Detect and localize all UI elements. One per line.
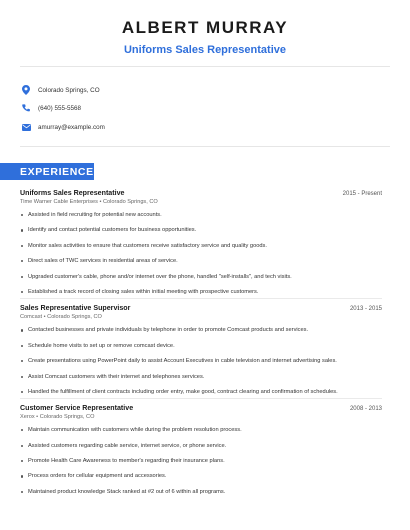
- candidate-title: Uniforms Sales Representative: [123, 44, 286, 56]
- job-company: Xerox: [20, 414, 35, 421]
- job-bullet: Upgraded customer's cable, phone and/or internet over the phone, handled "self-installs", and tech visits.: [20, 273, 382, 288]
- job-bullet: Assisted in field recruiting for potential new accounts.: [20, 211, 382, 226]
- job-bullet: Established a track record of closing sales within initial meeting with prospective customers.: [20, 288, 382, 303]
- job-entry: [20, 403, 382, 503]
- contact-location-text: Colorado Springs, CO: [38, 86, 100, 94]
- contact-location: [20, 81, 105, 99]
- job-entry: [20, 188, 382, 303]
- job-bullet: Contacted businesses and private individuals by telephone in order to promote Comcast products and services.: [20, 326, 382, 341]
- header-divider: [20, 66, 390, 67]
- job-bullet: Monitor sales activities to ensure that customers receive satisfactory service and quality goods.: [20, 242, 382, 257]
- contact-email-text: amurray@example.com: [38, 123, 105, 131]
- job-bullet: Maintain communication with customers while during the problem resolution process.: [20, 426, 382, 441]
- job-bullet: Assist Comcast customers with their internet and telephones services.: [20, 373, 382, 388]
- job-company-line: Xerox • Colorado Springs, CO: [20, 414, 95, 421]
- resume-header: [0, 0, 410, 57]
- experience-section-heading: [0, 163, 94, 180]
- location-pin-icon: [20, 84, 32, 96]
- job-bullet: Create presentations using PowerPoint daily to assist Account Executives in cable television and internet advertising sales.: [20, 357, 382, 372]
- contact-phone: [20, 100, 105, 118]
- job-location: Colorado Springs, CO: [103, 199, 158, 205]
- job-bullet: Identify and contact potential customers for business opportunities.: [20, 226, 382, 241]
- job-company: Comcast: [20, 314, 43, 321]
- job-dates: 2008 - 2013: [349, 406, 382, 413]
- job-bullet: Assisted customers regarding cable service, internet service, or phone service.: [20, 442, 382, 457]
- email-icon: [20, 121, 32, 133]
- job-bullet: Schedule home visits to set up or remove comcast device.: [20, 342, 382, 357]
- job-bullet: Process orders for cellular equipment and accessories.: [20, 472, 382, 487]
- job-dates: 2015 - Present: [342, 191, 382, 197]
- job-bullets: [20, 426, 382, 503]
- job-bullets: [20, 211, 382, 303]
- job-location: Colorado Springs, CO: [39, 414, 95, 421]
- phone-icon: [20, 103, 32, 115]
- job-bullet: Promote Health Care Awareness to member's regarding their insurance plans.: [20, 457, 382, 472]
- job-bullet: Maintained product knowledge Stack ranked at #2 out of 6 within all programs.: [20, 488, 382, 503]
- job-title: Uniforms Sales Representative: [20, 189, 125, 197]
- experience-list: [20, 188, 382, 503]
- job-bullet: Handled the fulfillment of client contracts including order entry, make good, contract clearing and confirmation of schedules.: [20, 388, 382, 403]
- contacts-divider: [20, 146, 390, 147]
- job-company-line: Comcast • Colorado Springs, CO: [20, 314, 102, 321]
- job-bullets: [20, 326, 382, 403]
- job-location: Colorado Springs, CO: [47, 314, 102, 321]
- experience-heading-label: EXPERIENCE: [20, 165, 94, 178]
- contact-phone-text: (640) 555-5568: [38, 105, 82, 112]
- job-title: Customer Service Representative: [20, 404, 134, 413]
- job-title: Sales Representative Supervisor: [20, 304, 131, 313]
- job-bullet: Direct sales of TWC services in residential areas of service.: [20, 257, 382, 272]
- job-entry: [20, 303, 382, 403]
- candidate-name: ALBERT MURRAY: [121, 18, 289, 37]
- contact-email: [20, 118, 105, 136]
- job-company-line: Time Warner Cable Enterprises • Colorado Springs, CO: [20, 199, 158, 205]
- job-dates: 2013 - 2015: [349, 306, 382, 313]
- job-company: Time Warner Cable Enterprises: [20, 199, 98, 205]
- contact-list: [20, 81, 105, 137]
